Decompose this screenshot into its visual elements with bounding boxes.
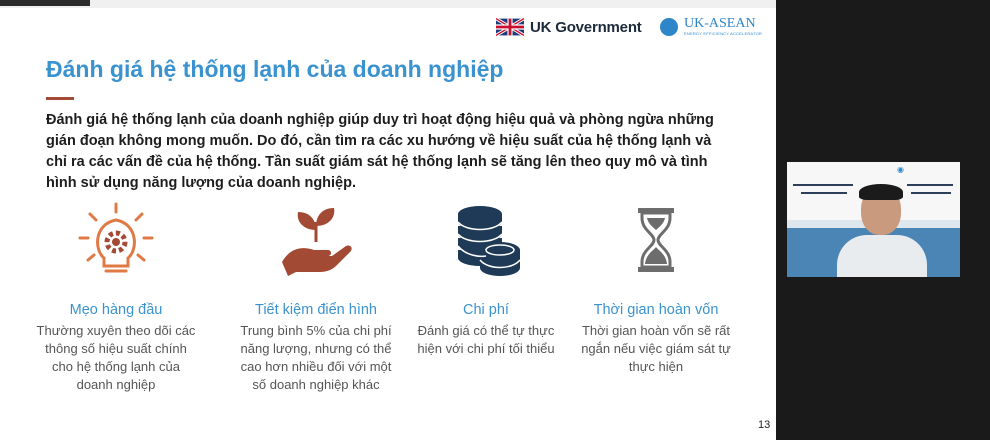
banner-text-line xyxy=(801,192,847,194)
hourglass-icon xyxy=(616,200,696,280)
feature-title: Mẹo hàng đầu xyxy=(69,302,163,318)
feature-title: Thời gian hoàn vốn xyxy=(593,302,719,318)
window-top-bar xyxy=(0,0,90,6)
feature-description: Thời gian hoàn vốn sẽ rất ngắn nếu việc giám sát tự thực hiện xyxy=(581,323,731,374)
union-jack-icon xyxy=(496,18,524,36)
banner-text-line xyxy=(911,192,951,194)
banner-text-line xyxy=(907,184,953,186)
feature-cost xyxy=(406,200,566,358)
video-background-logo: ◉ xyxy=(897,165,904,174)
feature-savings xyxy=(236,200,396,394)
feature-description: Đánh giá có thể tự thực hiện với chi phí tối thiểu xyxy=(417,323,555,356)
uk-asean-subtitle: ENERGY EFFICIENCY ACCELERATOR xyxy=(684,31,762,36)
title-underline xyxy=(46,97,74,100)
feature-title: Tiết kiệm điển hình xyxy=(255,302,377,318)
feature-description: Thường xuyên theo dõi các thông số hiệu suất chính cho hệ thống lạnh của doanh nghiệp xyxy=(36,323,196,392)
slide-top-strip xyxy=(0,0,776,8)
uk-asean-name: UK-ASEAN xyxy=(684,16,756,31)
globe-icon xyxy=(660,18,678,36)
slide-title: Đánh giá hệ thống lạnh của doanh nghiệp xyxy=(46,56,504,82)
slide-intro-text: Đánh giá hệ thống lạnh của doanh nghiệp giúp duy trì hoạt động hiệu quả và phòng ngừa những gián đoạn không mong muốn. Do đó, cần tìm ra các xu hướng về hiệu suất của hệ thống lạnh và chỉ ra các vấn đề của hệ thống. Tần suất giám sát hệ thống lạnh sẽ tăng lên theo quy mô và tình hình sử dụng năng lượng của doanh nghiệp. xyxy=(46,112,714,191)
feature-tips xyxy=(36,200,196,394)
lightbulb-gear-icon xyxy=(76,200,156,280)
page-number: 13 xyxy=(758,419,771,431)
coins-icon xyxy=(446,200,526,280)
uk-asean-logo xyxy=(660,17,762,36)
uk-government-logo xyxy=(496,18,642,36)
feature-payback xyxy=(576,200,736,376)
presenter-body xyxy=(837,235,927,277)
presenter-hair xyxy=(859,184,903,200)
uk-government-text: UK Government xyxy=(530,18,642,36)
webcam-video-tile[interactable] xyxy=(787,162,960,277)
hand-plant-icon xyxy=(276,200,356,280)
feature-title: Chi phí xyxy=(463,302,509,318)
banner-text-line xyxy=(793,184,853,186)
feature-description: Trung bình 5% của chi phí năng lượng, nhưng có thể cao hơn nhiều đối với một số doanh nghiệp khác xyxy=(240,323,392,392)
